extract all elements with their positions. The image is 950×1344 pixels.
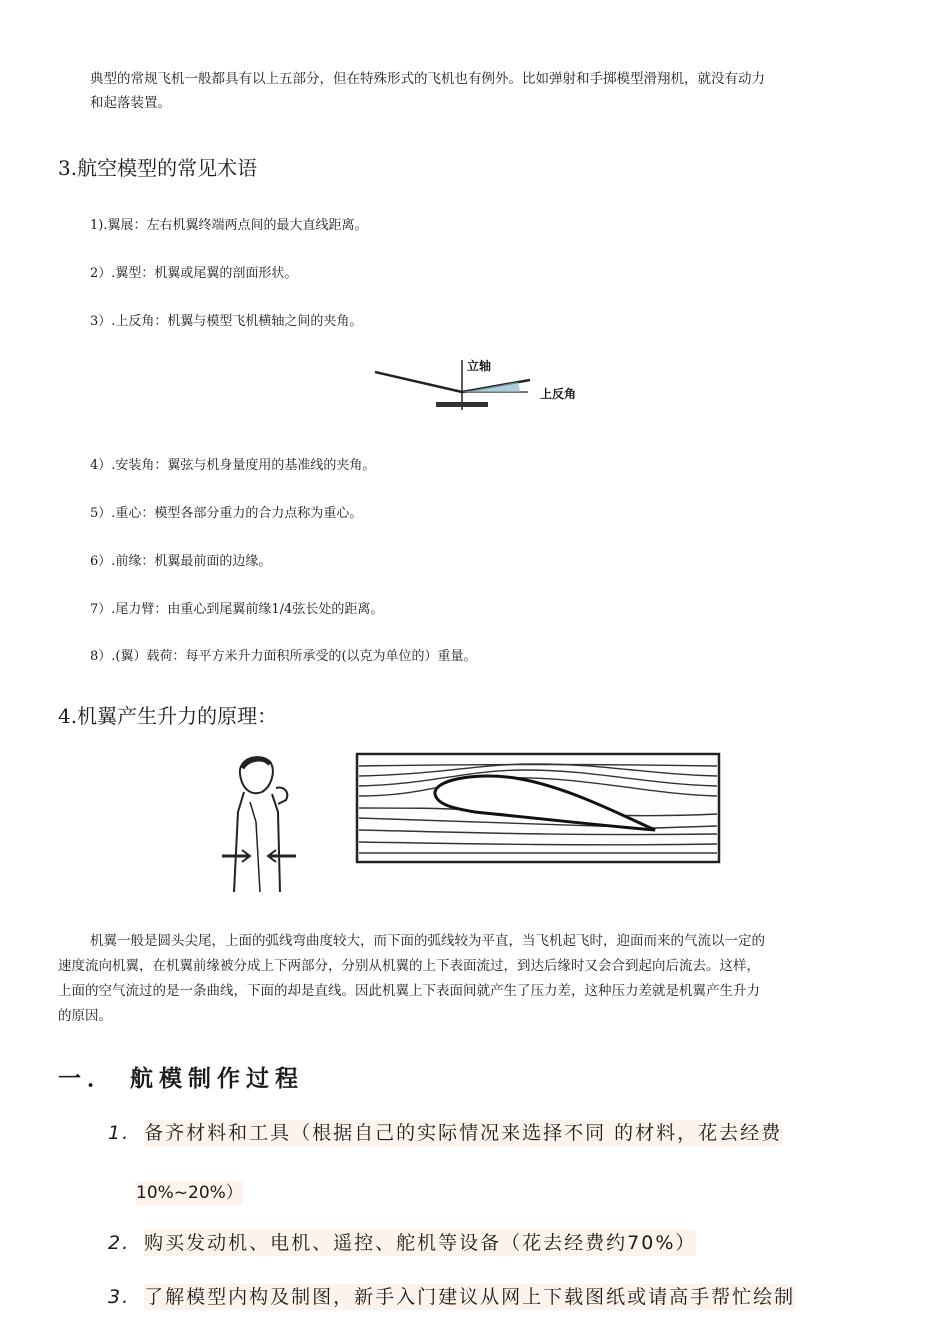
term-dihedral: 3）.上反角：机翼与模型飞机横轴之间的夹角。 — [90, 314, 363, 329]
step-1-text: 备齐材料和工具（根据自己的实际情况来选择不同 的材料，花去经费 — [144, 1122, 783, 1144]
airfoil-airflow-illustration — [355, 752, 721, 864]
dihedral-label: 上反角 — [540, 387, 577, 401]
dihedral-figure — [370, 352, 585, 414]
lift-para-line-4: 的原因。 — [58, 1008, 112, 1024]
step-1-cont-text: 10%~20%） — [136, 1183, 243, 1203]
fuselage-shape — [436, 402, 488, 407]
hand-shape — [276, 788, 287, 804]
step-2-text: 购买发动机、电机、遥控、舵机等设备（花去经费约70%） — [144, 1232, 697, 1254]
term-incidence: 4）.安装角：翼弦与机身量度用的基准线的夹角。 — [90, 458, 376, 473]
lift-para-line-2: 速度流向机翼，在机翼前缘被分成上下两部分，分别从机翼的上下表面流过，到达后缘时又会合到起向后流去。这样， — [58, 958, 760, 974]
term-center-of-gravity: 5）.重心：模型各部分重力的合力点称为重心。 — [90, 506, 363, 521]
step-3 — [108, 1282, 795, 1309]
lift-para-line-1: 机翼一般是圆头尖尾，上面的弧线弯曲度较大，而下面的弧线较为平直，当飞机起飞时，迎面而来的气流以一定的 — [90, 933, 765, 949]
left-wing-line — [375, 372, 462, 392]
step-3-text: 了解模型内构及制图，新手入门建议从网上下载图纸或请高手帮忙绘制 — [144, 1286, 796, 1308]
step-1-number: 1. — [108, 1122, 131, 1144]
part-1-heading: 一． 航模制作过程 — [58, 1066, 305, 1092]
dihedral-angle-wedge — [462, 382, 520, 392]
term-wing-loading: 8）.(翼）载荷：每平方米升力面积所承受的(以克为单位的）重量。 — [90, 649, 477, 664]
intro-line-2: 和起落装置。 — [90, 95, 171, 111]
lift-para-line-3: 上面的空气流过的是一条曲线，下面的却是直线。因此机翼上下表面间就产生了压力差，这种压力差就是机翼产生升力 — [58, 983, 760, 999]
term-wingspan: 1).翼展：左右机翼终端两点间的最大直线距离。 — [90, 218, 368, 233]
step-3-number: 3. — [108, 1286, 131, 1308]
person-paper-illustration — [220, 752, 298, 897]
hair-shape — [242, 759, 270, 768]
term-tail-moment-arm: 7）.尾力臂：由重心到尾翼前缘1/4弦长处的距离。 — [90, 602, 384, 617]
step-2 — [108, 1228, 696, 1255]
step-2-number: 2. — [108, 1232, 131, 1254]
section-3-heading: 3.航空模型的常见术语 — [58, 156, 258, 180]
paper-left-edge — [234, 792, 244, 892]
body-line — [250, 802, 260, 892]
intro-line-1: 典型的常规飞机一般都具有以上五部分，但在特殊形式的飞机也有例外。比如弹射和手掷模型滑翔机，就没有动力 — [90, 71, 765, 87]
section-4-heading: 4.机翼产生升力的原理： — [58, 704, 278, 728]
vertical-axis-label: 立轴 — [467, 359, 492, 373]
term-airfoil: 2）.翼型：机翼或尾翼的剖面形状。 — [90, 266, 298, 281]
term-leading-edge: 6）.前缘：机翼最前面的边缘。 — [90, 554, 272, 569]
step-1-continuation — [136, 1178, 243, 1203]
paper-right-edge — [272, 794, 280, 892]
step-1 — [108, 1118, 782, 1145]
